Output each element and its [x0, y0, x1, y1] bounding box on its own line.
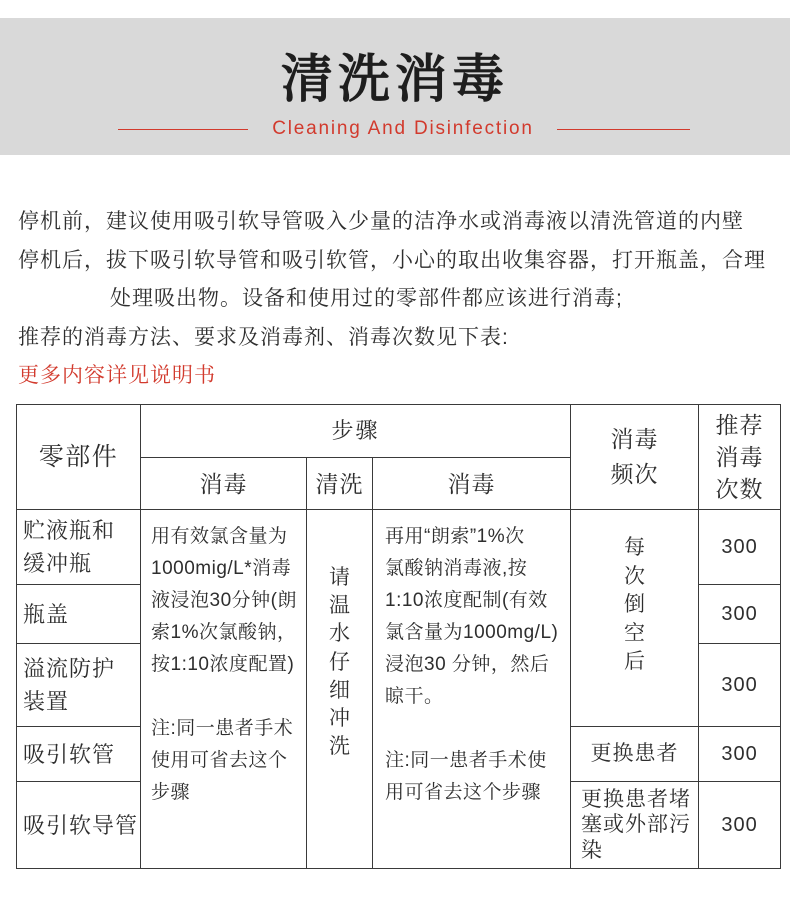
count-cell [699, 585, 781, 644]
part-name: 吸引软导管 [23, 812, 139, 838]
frequency-value: 更换患者堵塞或外部污染 [581, 787, 692, 862]
intro-line-before-shutdown: 停机前，建议使用吸引软导管吸入少量的洁净水或消毒液以清洗管道的内壁 [18, 210, 744, 233]
disinfect-second-method: 再用“朗索”1%次 氯酸钠消毒液,按 1:10浓度配制(有效 氯含量为1000mg/L) 浸泡30 分钟，然后 晾干。 [385, 526, 559, 707]
disinfect-first-note: 注:同一患者手术 使用可省去这个 步骤 [151, 718, 294, 803]
part-name: 吸引软管 [23, 741, 116, 767]
count-value: 300 [721, 674, 758, 696]
count-value: 300 [721, 814, 758, 836]
intro-line-table-intro: 推荐的消毒方法、要求及消毒剂、消毒次数见下表: [18, 325, 509, 349]
header-steps-cell [141, 405, 571, 458]
header-steps-label: 步骤 [331, 418, 380, 443]
header-part-cell [17, 405, 141, 510]
part-cell [17, 510, 141, 585]
rinse-cell [307, 510, 373, 869]
part-name: 瓶盖 [23, 601, 70, 627]
disinfect-first-method: 用有效氯含量为 1000mig/L*消毒 液浸泡30分钟(朗 索1%次氯酸钠， 按1:10浓度配置) [151, 526, 297, 675]
header-count-cell [699, 405, 781, 510]
frequency-after-emptying: 每次倒空后 [624, 536, 646, 673]
header-disinfect-second-label: 消毒 [447, 470, 496, 497]
frequency-value: 更换患者 [590, 742, 679, 765]
part-name: 溢流防护 装置 [23, 656, 116, 714]
header-disinfect-first-cell [141, 458, 307, 510]
header-disinfect-second-cell [373, 458, 571, 510]
part-cell [17, 727, 141, 782]
count-cell [699, 644, 781, 727]
part-cell [17, 782, 141, 869]
subtitle-rule-right [557, 129, 690, 130]
header-count-label: 推荐 消毒 次数 [715, 412, 764, 502]
disinfect-second-note: 注:同一患者手术使 用可省去这个步骤 [385, 750, 547, 803]
page-subtitle: Cleaning And Disinfection [272, 118, 534, 139]
part-name: 贮液瓶和 缓冲瓶 [23, 518, 116, 576]
frequency-cell [571, 782, 699, 869]
part-cell [17, 644, 141, 727]
frequency-cell-shared [571, 510, 699, 727]
page-title: 清洗消毒 [280, 51, 509, 109]
header-frequency-label: 消毒 频次 [610, 426, 659, 487]
disinfect-first-text [141, 510, 306, 809]
table-row [17, 510, 781, 585]
part-cell [17, 585, 141, 644]
disinfect-first-cell [141, 510, 307, 869]
header-disinfect-first-label: 消毒 [199, 470, 248, 497]
header-frequency-cell [571, 405, 699, 510]
header-part-label: 零部件 [38, 443, 119, 471]
header-rinse-label: 清洗 [315, 470, 364, 497]
rinse-instruction: 请温水仔细冲洗 [329, 566, 350, 759]
intro-line-after-shutdown-continued: 处理吸出物。设备和使用过的零部件都应该进行消毒; [110, 287, 623, 310]
disinfect-second-text [373, 510, 570, 809]
count-value: 300 [721, 536, 758, 558]
disinfection-table [16, 404, 781, 869]
count-cell [699, 782, 781, 869]
disinfect-second-cell [373, 510, 571, 869]
intro-text [18, 203, 788, 396]
frequency-cell [571, 727, 699, 782]
header-rinse-cell [307, 458, 373, 510]
count-value: 300 [721, 603, 758, 625]
intro-line-after-shutdown: 停机后，拔下吸引软导管和吸引软管，小心的取出收集容器，打开瓶盖，合理 [18, 248, 766, 272]
count-value: 300 [721, 743, 758, 765]
count-cell [699, 727, 781, 782]
table-header-row [17, 405, 781, 458]
count-cell [699, 510, 781, 585]
see-manual-note: 更多内容详见说明书 [18, 364, 216, 387]
